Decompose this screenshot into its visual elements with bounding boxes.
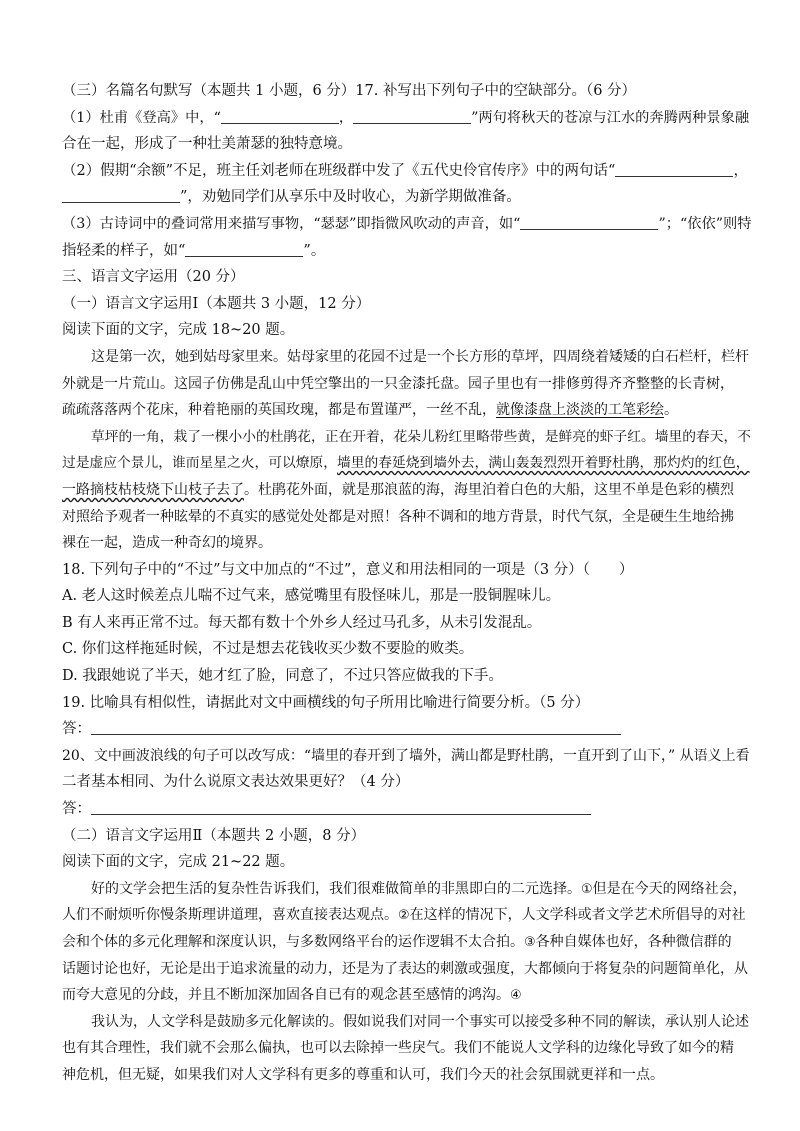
blank-input[interactable] — [615, 161, 733, 177]
blank-input[interactable] — [520, 214, 658, 230]
question-17-3: （3）古诗词中的叠词常用来描写事物，“瑟瑟”即指微风吹动的声音，如“ ”；“依依”则特 — [62, 215, 752, 232]
option-b: B 有人来再正常不过。每天都有数十个外乡人经过马孔多，从未引发混乱。 — [62, 614, 542, 631]
exam-page — [62, 80, 752, 1091]
subsection-heading: （一）语言文字运用Ⅰ（本题共 3 小题，12 分） — [62, 295, 371, 312]
passage-line: 对照给予观者一种眩晕的不真实的感觉处处都是对照！各种不调和的地方背景，时代气氛，全是硬生生地给拂 — [62, 508, 734, 525]
passage-line: 疏疏落落两个花床，种着艳丽的英国玫瑰，都是布置谨严，一丝不乱，就像漆盘上淡淡的工笔彩绘。 — [62, 402, 678, 419]
passage-line: 这是第一次，她到姑母家里来。姑母家里的花园不过是一个长方形的草坪，四周绕着矮矮的白石栏杆，栏杆 — [91, 348, 749, 365]
answer-input[interactable] — [91, 719, 621, 735]
passage-line: 好的文学会把生活的复杂性告诉我们，我们很难做简单的非黑即白的二元选择。①但是在今天的网络社会， — [91, 880, 747, 897]
passage-line: 草坪的一角，栽了一棵小小的杜鹃花，正在开着，花朵儿粉红里略带些黄，是鲜亮的虾子红。墙里的春天，不 — [91, 428, 752, 445]
passage-line: 会和个体的多元化理解和深度认识，与多数网络平台的运作逻辑不太合拍。③各种自媒体也好，各种微信群的 — [62, 934, 732, 950]
passage-line: 我认为，人文学科是鼓励多元化解读的。假如说我们对同一个事实可以接受多种不同的解读，承认别人论述 — [91, 1013, 749, 1030]
blank-input[interactable] — [185, 241, 303, 257]
question-17-1: （1）杜甫《登高》中，“ ， ”两句将秋天的苍凉与江水的奔腾两种景象融 — [62, 109, 750, 126]
reading-instruction: 阅读下面的文字，完成 21~22 题。 — [62, 854, 295, 871]
blank-input[interactable] — [353, 108, 471, 124]
circled-number: ③ — [524, 935, 536, 950]
question-18: 18. 下列句子中的“不过”与文中加点的“不过”，意义和用法相同的一项是（3 分）（ ） — [62, 561, 634, 578]
option-d: D. 我跟她说了半天，她才红了脸，同意了，不过只答应做我的下手。 — [62, 668, 503, 685]
wavy-underlined-sentence: 一路摘枝枯枝烧下山枝子去了 — [62, 481, 244, 498]
passage-line: 过是虚应个景儿，谁而星星之火，可以燎原，墙里的春延烧到墙外去，满山轰轰烈烈开着野杜鹃，那灼灼的红色， — [62, 455, 750, 472]
blank-input[interactable] — [62, 187, 180, 203]
circled-number: ② — [398, 908, 410, 924]
question-20: 20、文中画波浪线的句子可以改写成：“墙里的春开到了墙外，满山都是野杜鹃，一直开到了山下，” 从语义上看 — [62, 747, 750, 764]
reading-passage-1 — [62, 346, 752, 554]
blank-input[interactable] — [221, 108, 339, 124]
question-19: 19. 比喻具有相似性，请据此对文中画横线的句子所用比喻进行简要分析。（5 分） — [62, 694, 590, 711]
answer-line: 答： — [62, 798, 752, 820]
reading-instruction: 阅读下面的文字，完成 18~20 题。 — [62, 322, 295, 339]
answer-line: 答： — [62, 718, 752, 740]
passage-line: 人们不耐烦听你慢条斯理讲道理，喜欢直接表达观点。②在这样的情况下，人文学科或者文学艺术所倡导的对社 — [62, 907, 746, 924]
passage-line: 外就是一片荒山。这园子仿佛是乱山中凭空擎出的一只金漆托盘。园子里也有一排修剪得齐齐整整的长青树， — [62, 375, 734, 392]
question-17-2-cont: ”，劝勉同学们从享乐中及时收心，为新学期做准备。 — [62, 186, 752, 208]
answer-input[interactable] — [91, 799, 591, 815]
option-c: C. 你们这样拖延时候，不过是想去花钱收买少数不要脸的败类。 — [62, 641, 474, 658]
wavy-underlined-sentence: 墙里的春延烧到墙外去，满山轰轰烈烈开着野杜鹃，那灼灼的红色， — [337, 455, 750, 472]
question-20-cont: 二者基本相同、为什么说原文表达效果更好？（4 分） — [62, 774, 410, 791]
reading-passage-2 — [62, 878, 752, 1086]
question-17-3-cont: 指轻柔的样子，如“ ”。 — [62, 242, 326, 259]
option-a: A. 老人这时候差点儿喘不过气来，感觉嘴里有股怪味儿，那是一股铜腥味儿。 — [62, 588, 561, 605]
question-17-1-cont: 合在一起，形成了一种壮美萧瑟的独特意境。 — [62, 136, 352, 153]
passage-line: 而夸大意见的分歧，并且不断加深加固各自已有的观念甚至感情的鸿沟。④ — [62, 987, 522, 1004]
passage-line: 也有其合理性，我们就不会那么偏执，也可以去除掉一些戾气。我们不能说人文学科的边缘化导致了如今的精 — [62, 1040, 734, 1057]
passage-line: 话题讨论也好，无论是出于追求流量的动力，还是为了表达的刺激或强度，大都倾向于将复杂的问题简单化，从 — [62, 960, 748, 977]
underlined-sentence: 就像漆盘上淡淡的工笔彩绘 — [496, 402, 664, 419]
passage-line: 裸在一起，造成一种奇幻的境界。 — [62, 535, 272, 552]
circled-number: ① — [581, 881, 593, 897]
subsection-heading: （二）语言文字运用Ⅱ（本题共 2 小题，8 分） — [62, 827, 366, 844]
passage-line: 一路摘枝枯枝烧下山枝子去了。杜鹃花外面，就是那浪蓝的海，海里泊着白色的大船，这里不单是色彩的横烈 — [62, 481, 734, 498]
question-17-2: （2）假期“余额”不足，班主任刘老师在班级群中发了《五代史伶官传序》中的两句话“ ， — [62, 162, 748, 179]
passage-line: 神危机，但无疑，如果我们对人文学科有更多的尊重和认可，我们今天的社会氛围就更祥和一点。 — [62, 1066, 664, 1083]
section-heading: （三）名篇名句默写（本题共 1 小题，6 分）17. 补写出下列句子中的空缺部分。（6 分） — [62, 83, 637, 99]
circled-number: ④ — [510, 988, 522, 1004]
part-heading: 三、语言文字运用（20 分） — [62, 269, 245, 286]
